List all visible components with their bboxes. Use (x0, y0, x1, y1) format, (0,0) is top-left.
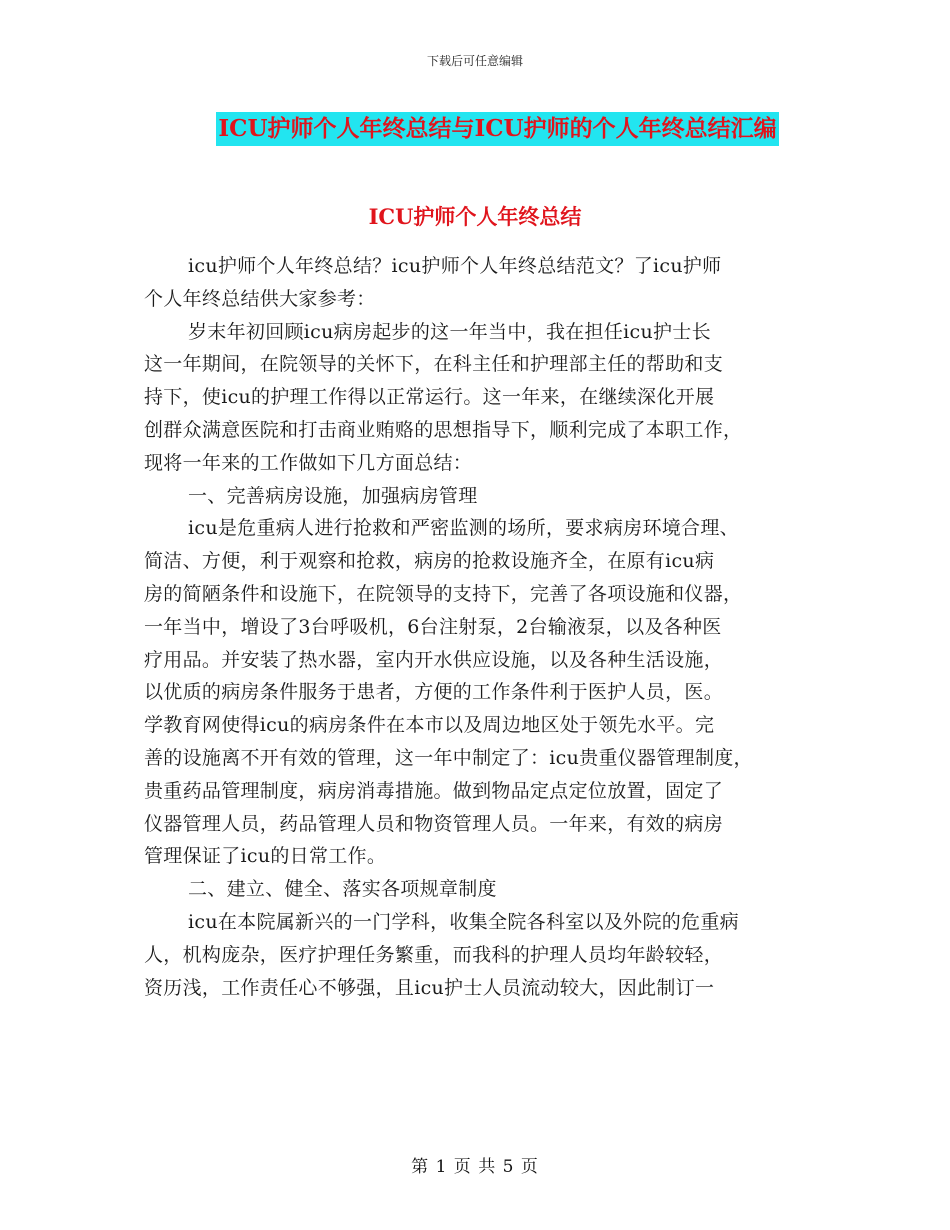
paragraph-line: 资历浅，工作责任心不够强，且icu护士人员流动较大，因此制订一 (144, 976, 715, 999)
paragraph-line: 岁末年初回顾icu病房起步的这一年当中，我在担任icu护士长 (188, 320, 711, 343)
paragraph-line: 这一年期间，在院领导的关怀下，在科主任和护理部主任的帮助和支 (144, 353, 724, 376)
subheading-line: 一、完善病房设施，加强病房管理 (188, 484, 478, 507)
paragraph-line: 一年当中，增设了3台呼吸机，6台注射泵，2台输液泵，以及各种医 (144, 615, 722, 638)
paragraph-line: 仪器管理人员，药品管理人员和物资管理人员。一年来，有效的病房 (144, 812, 724, 835)
paragraph-line: 个人年终总结供大家参考： (144, 287, 376, 310)
paragraph-line: icu在本院属新兴的一门学科，收集全院各科室以及外院的危重病 (188, 910, 739, 933)
paragraph-line: 贵重药品管理制度，病房消毒措施。做到物品定点定位放置，固定了 (144, 779, 724, 802)
paragraph-line: 学教育网使得icu的病房条件在本市以及周边地区处于领先水平。完 (144, 714, 715, 737)
page-number: 第 1 页 共 5 页 (411, 1157, 539, 1177)
paragraph-line: icu是危重病人进行抢救和严密监测的场所，要求病房环境合理、 (188, 517, 739, 540)
paragraph-line: 以优质的病房条件服务于患者，方便的工作条件利于医护人员，医。 (144, 681, 724, 704)
document-title-block (0, 112, 950, 148)
subheading-line: 二、建立、健全、落实各项规章制度 (188, 878, 497, 901)
paragraph-line: icu护师个人年终总结？icu护师个人年终总结范文？了icu护师 (188, 255, 722, 277)
section-title: ICU护师个人年终总结 (368, 204, 582, 229)
paragraph-line: 持下，使icu的护理工作得以正常运行。这一年来，在继续深化开展 (144, 386, 715, 409)
paragraph-line: 创群众满意医院和打击商业贿赂的思想指导下，顺利完成了本职工作， (144, 418, 743, 441)
paragraph-line: 善的设施离不开有效的管理，这一年中制定了：icu贵重仪器管理制度， (144, 746, 753, 769)
paragraph-line: 疗用品。并安装了热水器，室内开水供应设施，以及各种生活设施， (144, 648, 724, 671)
paragraph-line: 人，机构庞杂，医疗护理任务繁重，而我科的护理人员均年龄较轻， (144, 943, 724, 966)
document-title: ICU护师个人年终总结与ICU护师的个人年终总结汇编 (216, 112, 778, 146)
paragraph-line: 房的简陋条件和设施下，在院领导的支持下，完善了各项设施和仪器， (144, 582, 743, 605)
paragraph-line: 现将一年来的工作做如下几方面总结： (144, 451, 473, 474)
paragraph-line: 简洁、方便，利于观察和抢救，病房的抢救设施齐全，在原有icu病 (144, 550, 715, 573)
document-body (144, 250, 824, 1004)
header-note: 下载后可任意编辑 (426, 54, 523, 68)
paragraph-line: 管理保证了icu的日常工作。 (144, 845, 387, 868)
